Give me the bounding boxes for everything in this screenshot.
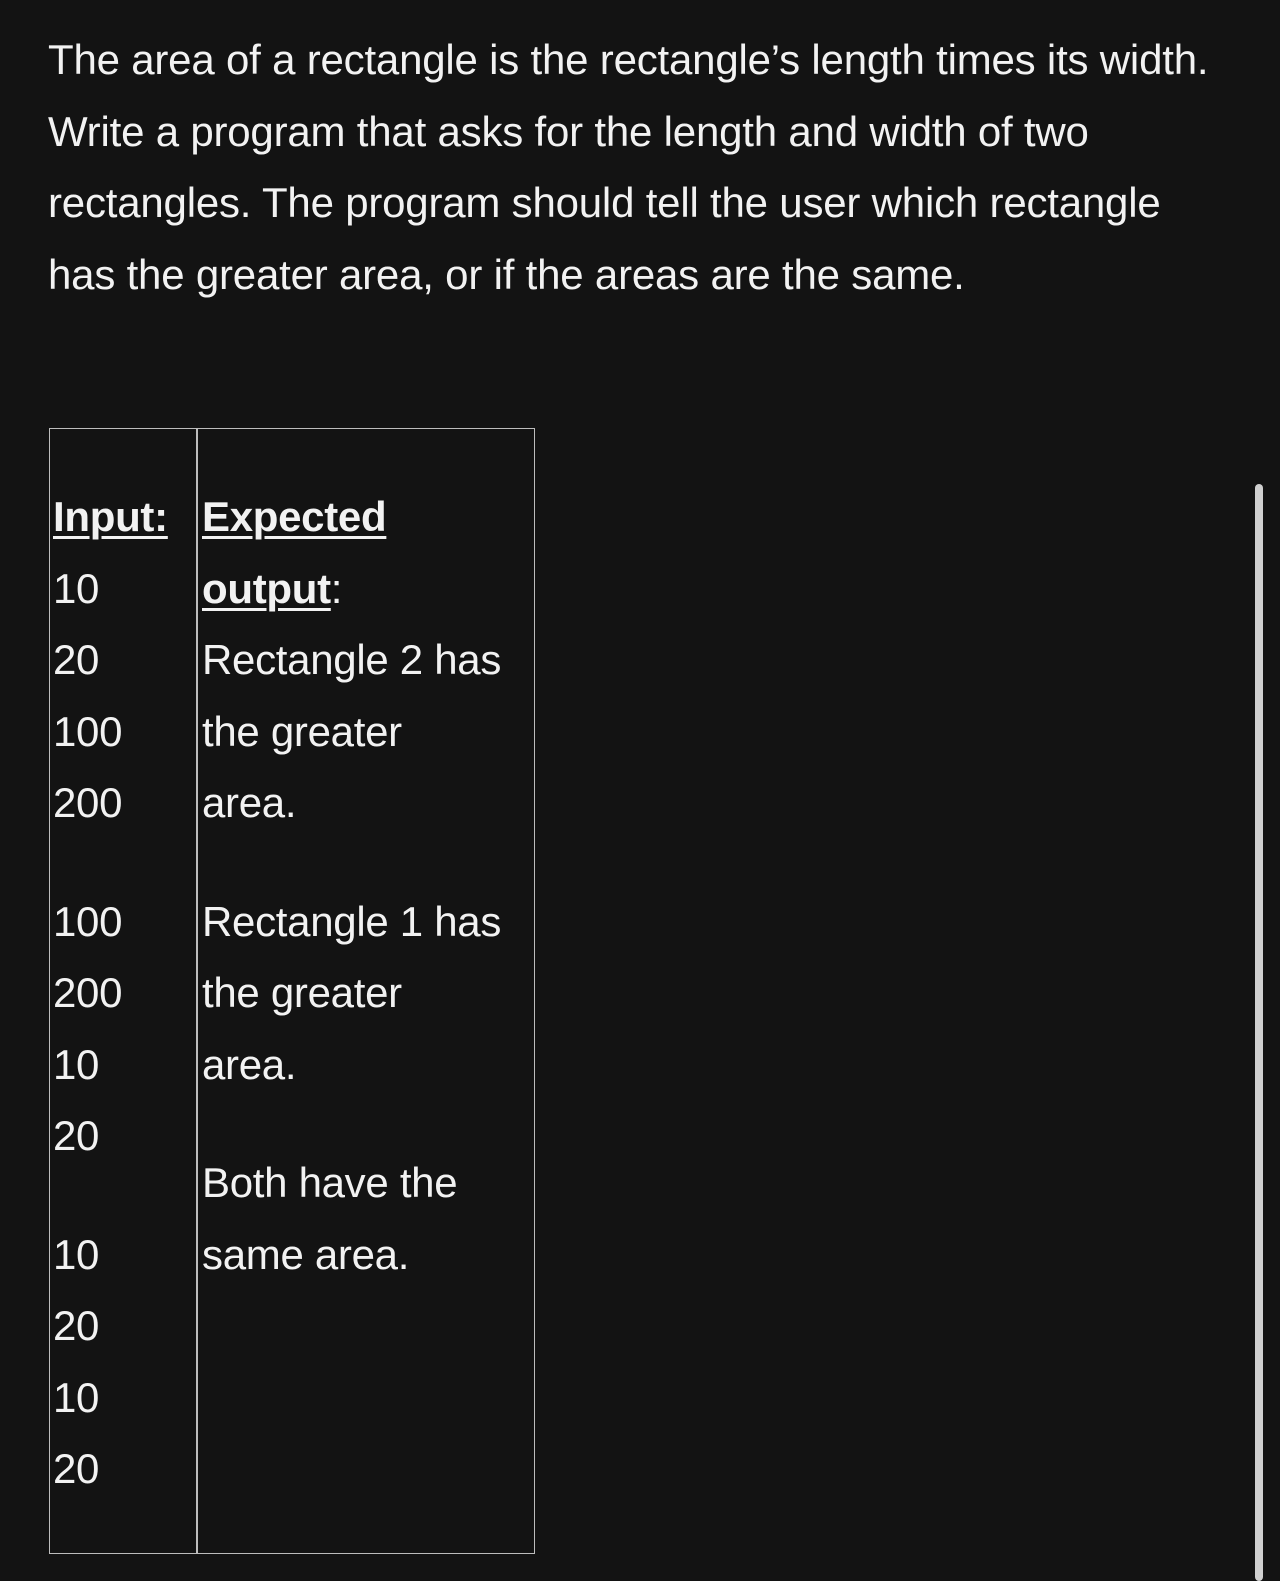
input-value: 200 (53, 969, 123, 1016)
input-value: 20 (53, 1445, 100, 1492)
output-header-colon: : (330, 564, 343, 612)
output-line: Rectangle 1 has (202, 897, 502, 945)
input-value: 10 (53, 564, 100, 612)
input-column (50, 429, 198, 1553)
input-value: 200 (53, 779, 123, 826)
output-line: the greater (202, 969, 402, 1016)
input-value: 10 (53, 1230, 100, 1278)
input-value: 20 (53, 636, 100, 683)
input-value: 100 (53, 707, 123, 755)
input-value: 100 (53, 897, 123, 945)
expected-output-column (198, 429, 534, 1553)
input-value: 20 (53, 1112, 100, 1159)
output-line: the greater (202, 707, 402, 755)
output-line: Rectangle 2 has (202, 636, 502, 683)
io-example-table (49, 428, 535, 1554)
output-line: area. (202, 779, 297, 826)
input-value: 20 (53, 1302, 100, 1349)
problem-statement: The area of a rectangle is the rectangle’s length times its width. Write a program that asks for the length and width of two rectangles. The program should tell the user which rectangle has the greater area, or if the areas are the same. (48, 36, 1209, 298)
output-header-line2 (202, 553, 534, 625)
output-header-line1: Expected (202, 493, 387, 540)
output-header-word: output (202, 564, 331, 612)
output-line: same area. (202, 1230, 410, 1278)
output-line: Both have the (202, 1159, 458, 1206)
input-value: 10 (53, 1373, 100, 1421)
input-value: 10 (53, 1040, 100, 1088)
input-header: Input: (53, 493, 168, 540)
output-line: area. (202, 1040, 297, 1088)
vertical-scrollbar[interactable] (1255, 484, 1263, 1581)
